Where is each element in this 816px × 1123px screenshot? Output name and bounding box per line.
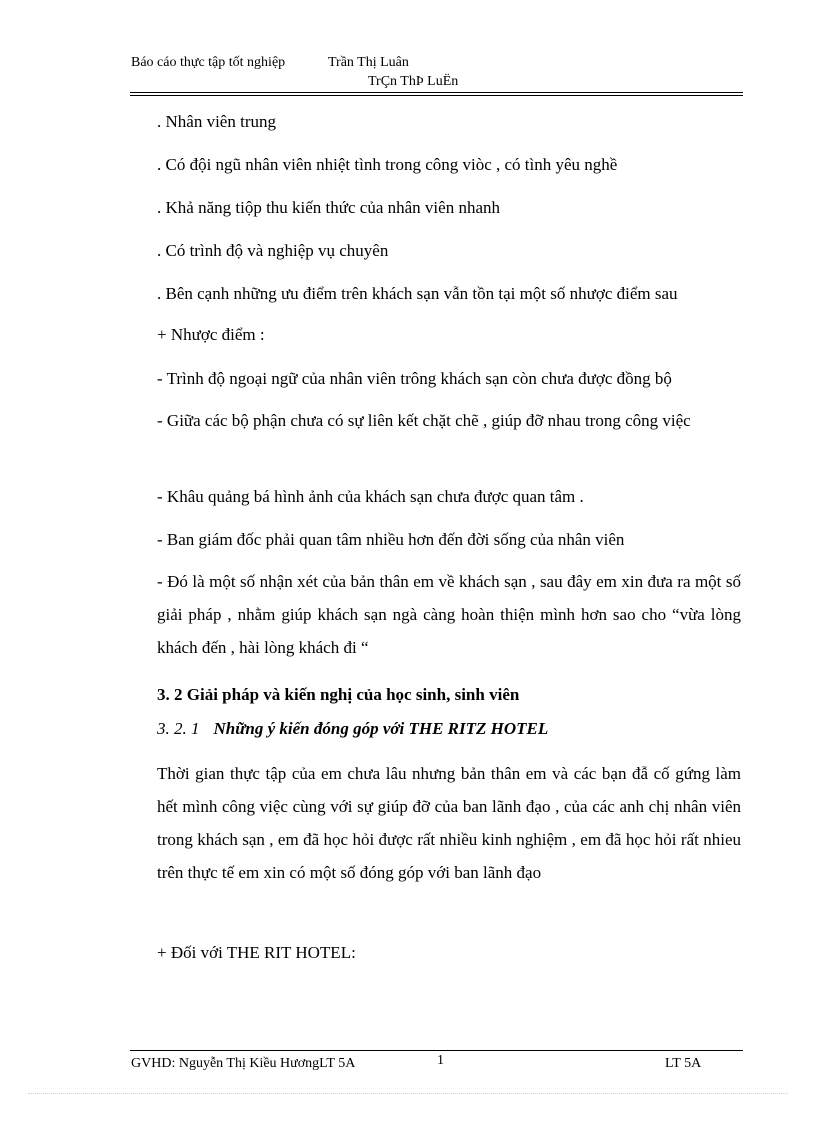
conclusion-paragraph: - Đó là một số nhận xét của bản thân em về khách sạn , sau đây em xin đưa ra một số giải pháp , nhằm giúp khách sạn ngà càng hoàn thiện mình hơn sao cho “vừa lòng khách đến , hài lòng khách đi “ — [157, 572, 741, 657]
subsection-number: 3. 2. 1 — [157, 719, 200, 738]
header-rule — [130, 92, 743, 93]
footer-page-number: 1 — [437, 1053, 444, 1068]
weakness-item: - Trình độ ngoại ngữ của nhân viên trông khách sạn còn chưa được đồng bộ — [157, 369, 672, 388]
subsection-title: Những ý kiến đóng góp với THE RITZ HOTEL — [213, 719, 549, 738]
footer-rule — [130, 1050, 743, 1051]
subsection-heading — [157, 719, 548, 739]
page-bottom-divider — [28, 1093, 788, 1094]
footer-class: LT 5A — [665, 1056, 702, 1071]
weakness-item: - Ban giám đốc phải quan tâm nhiều hơn đến đời sống của nhân viên — [157, 530, 625, 549]
weakness-item: - Giữa các bộ phận chưa có sự liên kết chặt chẽ , giúp đỡ nhau trong công việc — [157, 411, 691, 430]
weakness-title: + Nhược điểm : — [157, 325, 265, 344]
header-author: Trần Thị Luân — [328, 55, 409, 70]
strength-item: . Khả năng tiộp thu kiến thức của nhân viên nhanh — [157, 198, 500, 217]
last-list-item: + Đối với THE RIT HOTEL: — [157, 943, 356, 962]
header-report-title: Báo cáo thực tập tốt nghiệp — [131, 55, 286, 70]
footer-instructor: GVHD: Nguyễn Thị Kiều HươngLT 5A — [131, 1056, 356, 1071]
body-paragraph: Thời gian thực tập của em chưa lâu nhưng bản thân em và các bạn đẫ cố gứng làm hết mình công việc cùng với sự giúp đỡ của ban lãnh đạo , của các anh chị nhân viên trong khách sạn , em đã học hỏi được rất nhiều kinh nghiệm , em đã học hỏi rất nhieu trên thực tế em xin có một số đóng góp với ban lãnh đạo — [157, 764, 741, 882]
weakness-item: - Khâu quảng bá hình ảnh của khách sạn chưa được quan tâm . — [157, 487, 584, 506]
strength-item: . Có trình độ và nghiệp vụ chuyên — [157, 241, 389, 260]
strength-item: . Bên cạnh những ưu điểm trên khách sạn vẫn tồn tại một số nhược điểm sau — [157, 284, 678, 303]
section-heading: 3. 2 Giải pháp và kiến nghị của học sinh, sinh viên — [157, 685, 520, 704]
header-author-garbled: TrÇn ThÞ LuËn — [368, 74, 459, 89]
header-rule-second — [130, 95, 743, 96]
strength-item: . Có đội ngũ nhân viên nhiệt tình trong công viòc , có tình yêu nghề — [157, 155, 618, 174]
strength-item: . Nhân viên trung — [157, 112, 276, 131]
